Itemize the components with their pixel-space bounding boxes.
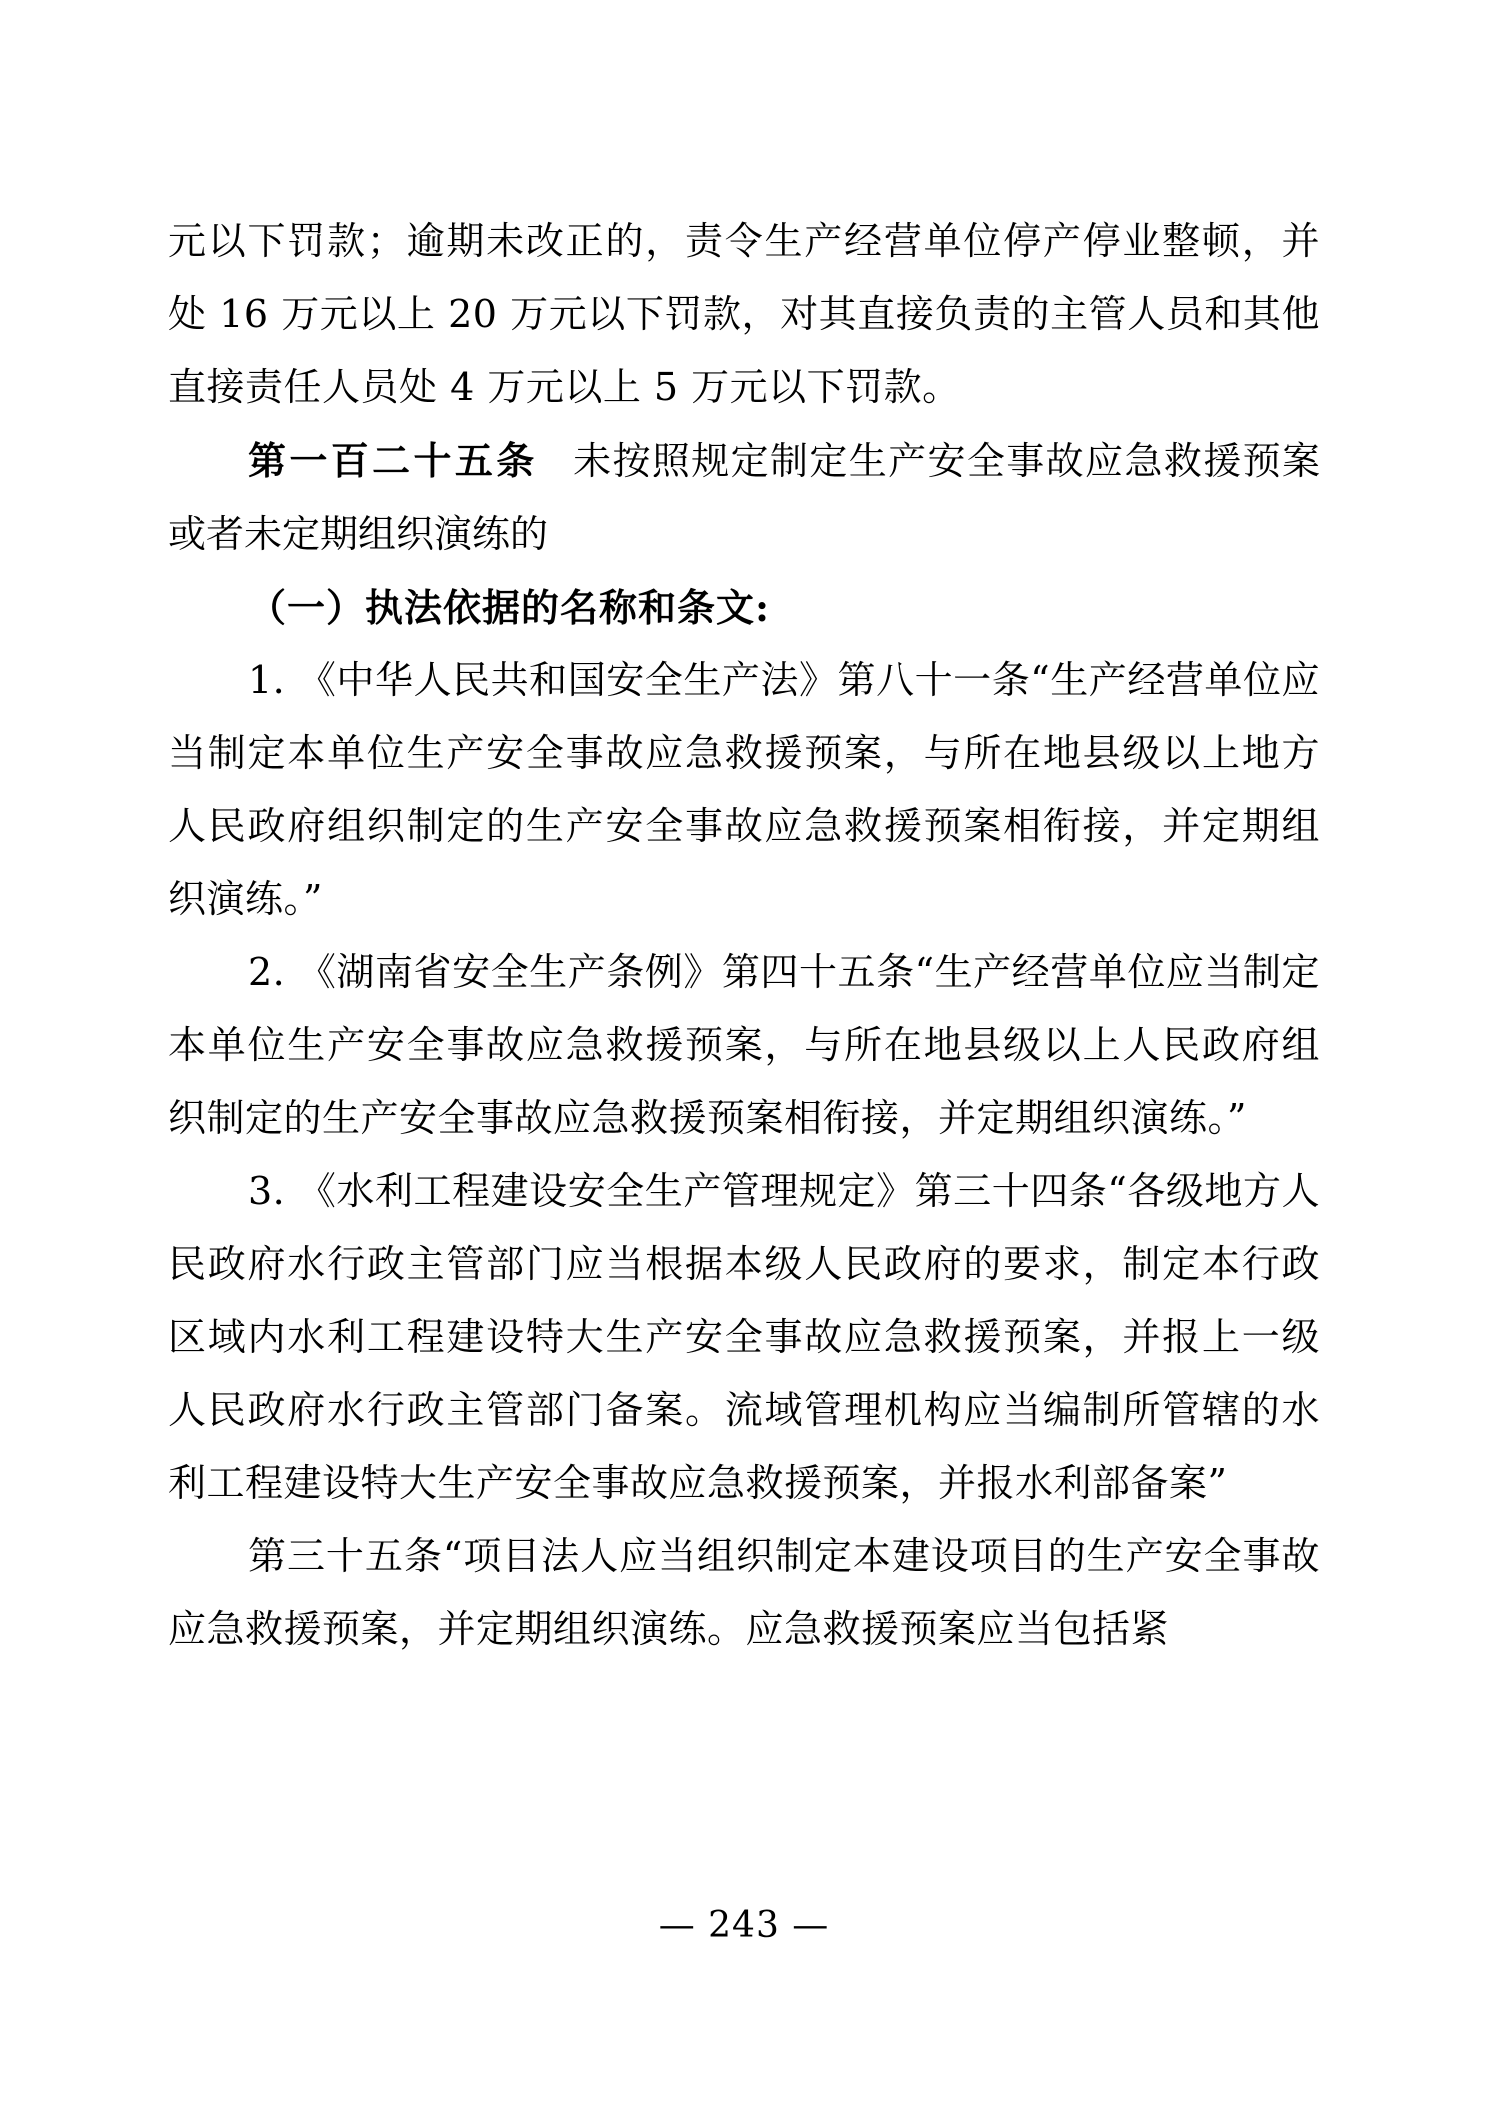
page-number: — 243 —: [658, 1905, 830, 1946]
section-heading-basis: （一）执法依据的名称和条文:: [248, 585, 771, 630]
page-content: [168, 205, 1320, 1666]
list-item-1: 1. 《中华人民共和国安全生产法》第八十一条“生产经营单位应当制定本单位生产安全事故应急救援预案，与所在地县级以上地方人民政府组织制定的生产安全事故应急救援预案相衔接，并定期组织演练。”: [168, 658, 1320, 921]
article-heading-text: 未按照规定制定生产安全事故应急救援预案或者未定期组织演练的: [168, 439, 1320, 556]
paragraph-continued: 元以下罚款；逾期未改正的，责令生产经营单位停产停业整顿，并处 16 万元以上 20 万元以下罚款，对其直接负责的主管人员和其他直接责任人员处 4 万元以上 5 万元以下罚款。: [168, 219, 1320, 409]
article-heading-125: [168, 424, 1320, 571]
list-item-3-continued: 第三十五条“项目法人应当组织制定本建设项目的生产安全事故应急救援预案，并定期组织演练。应急救援预案应当包括紧: [168, 1534, 1320, 1651]
list-item-3: 3. 《水利工程建设安全生产管理规定》第三十四条“各级地方人民政府水行政主管部门应当根据本级人民政府的要求，制定本行政区域内水利工程建设特大生产安全事故应急救援预案，并报上一级人民政府水行政主管部门备案。流域管理机构应当编制所管辖的水利工程建设特大生产安全事故应急救援预案，并报水利部备案”: [168, 1169, 1320, 1505]
list-item-2: 2. 《湖南省安全生产条例》第四十五条“生产经营单位应当制定本单位生产安全事故应急救援预案，与所在地县级以上人民政府组织制定的生产安全事故应急救援预案相衔接，并定期组织演练。”: [168, 950, 1320, 1140]
article-number-label: 第一百二十五条: [248, 438, 538, 483]
